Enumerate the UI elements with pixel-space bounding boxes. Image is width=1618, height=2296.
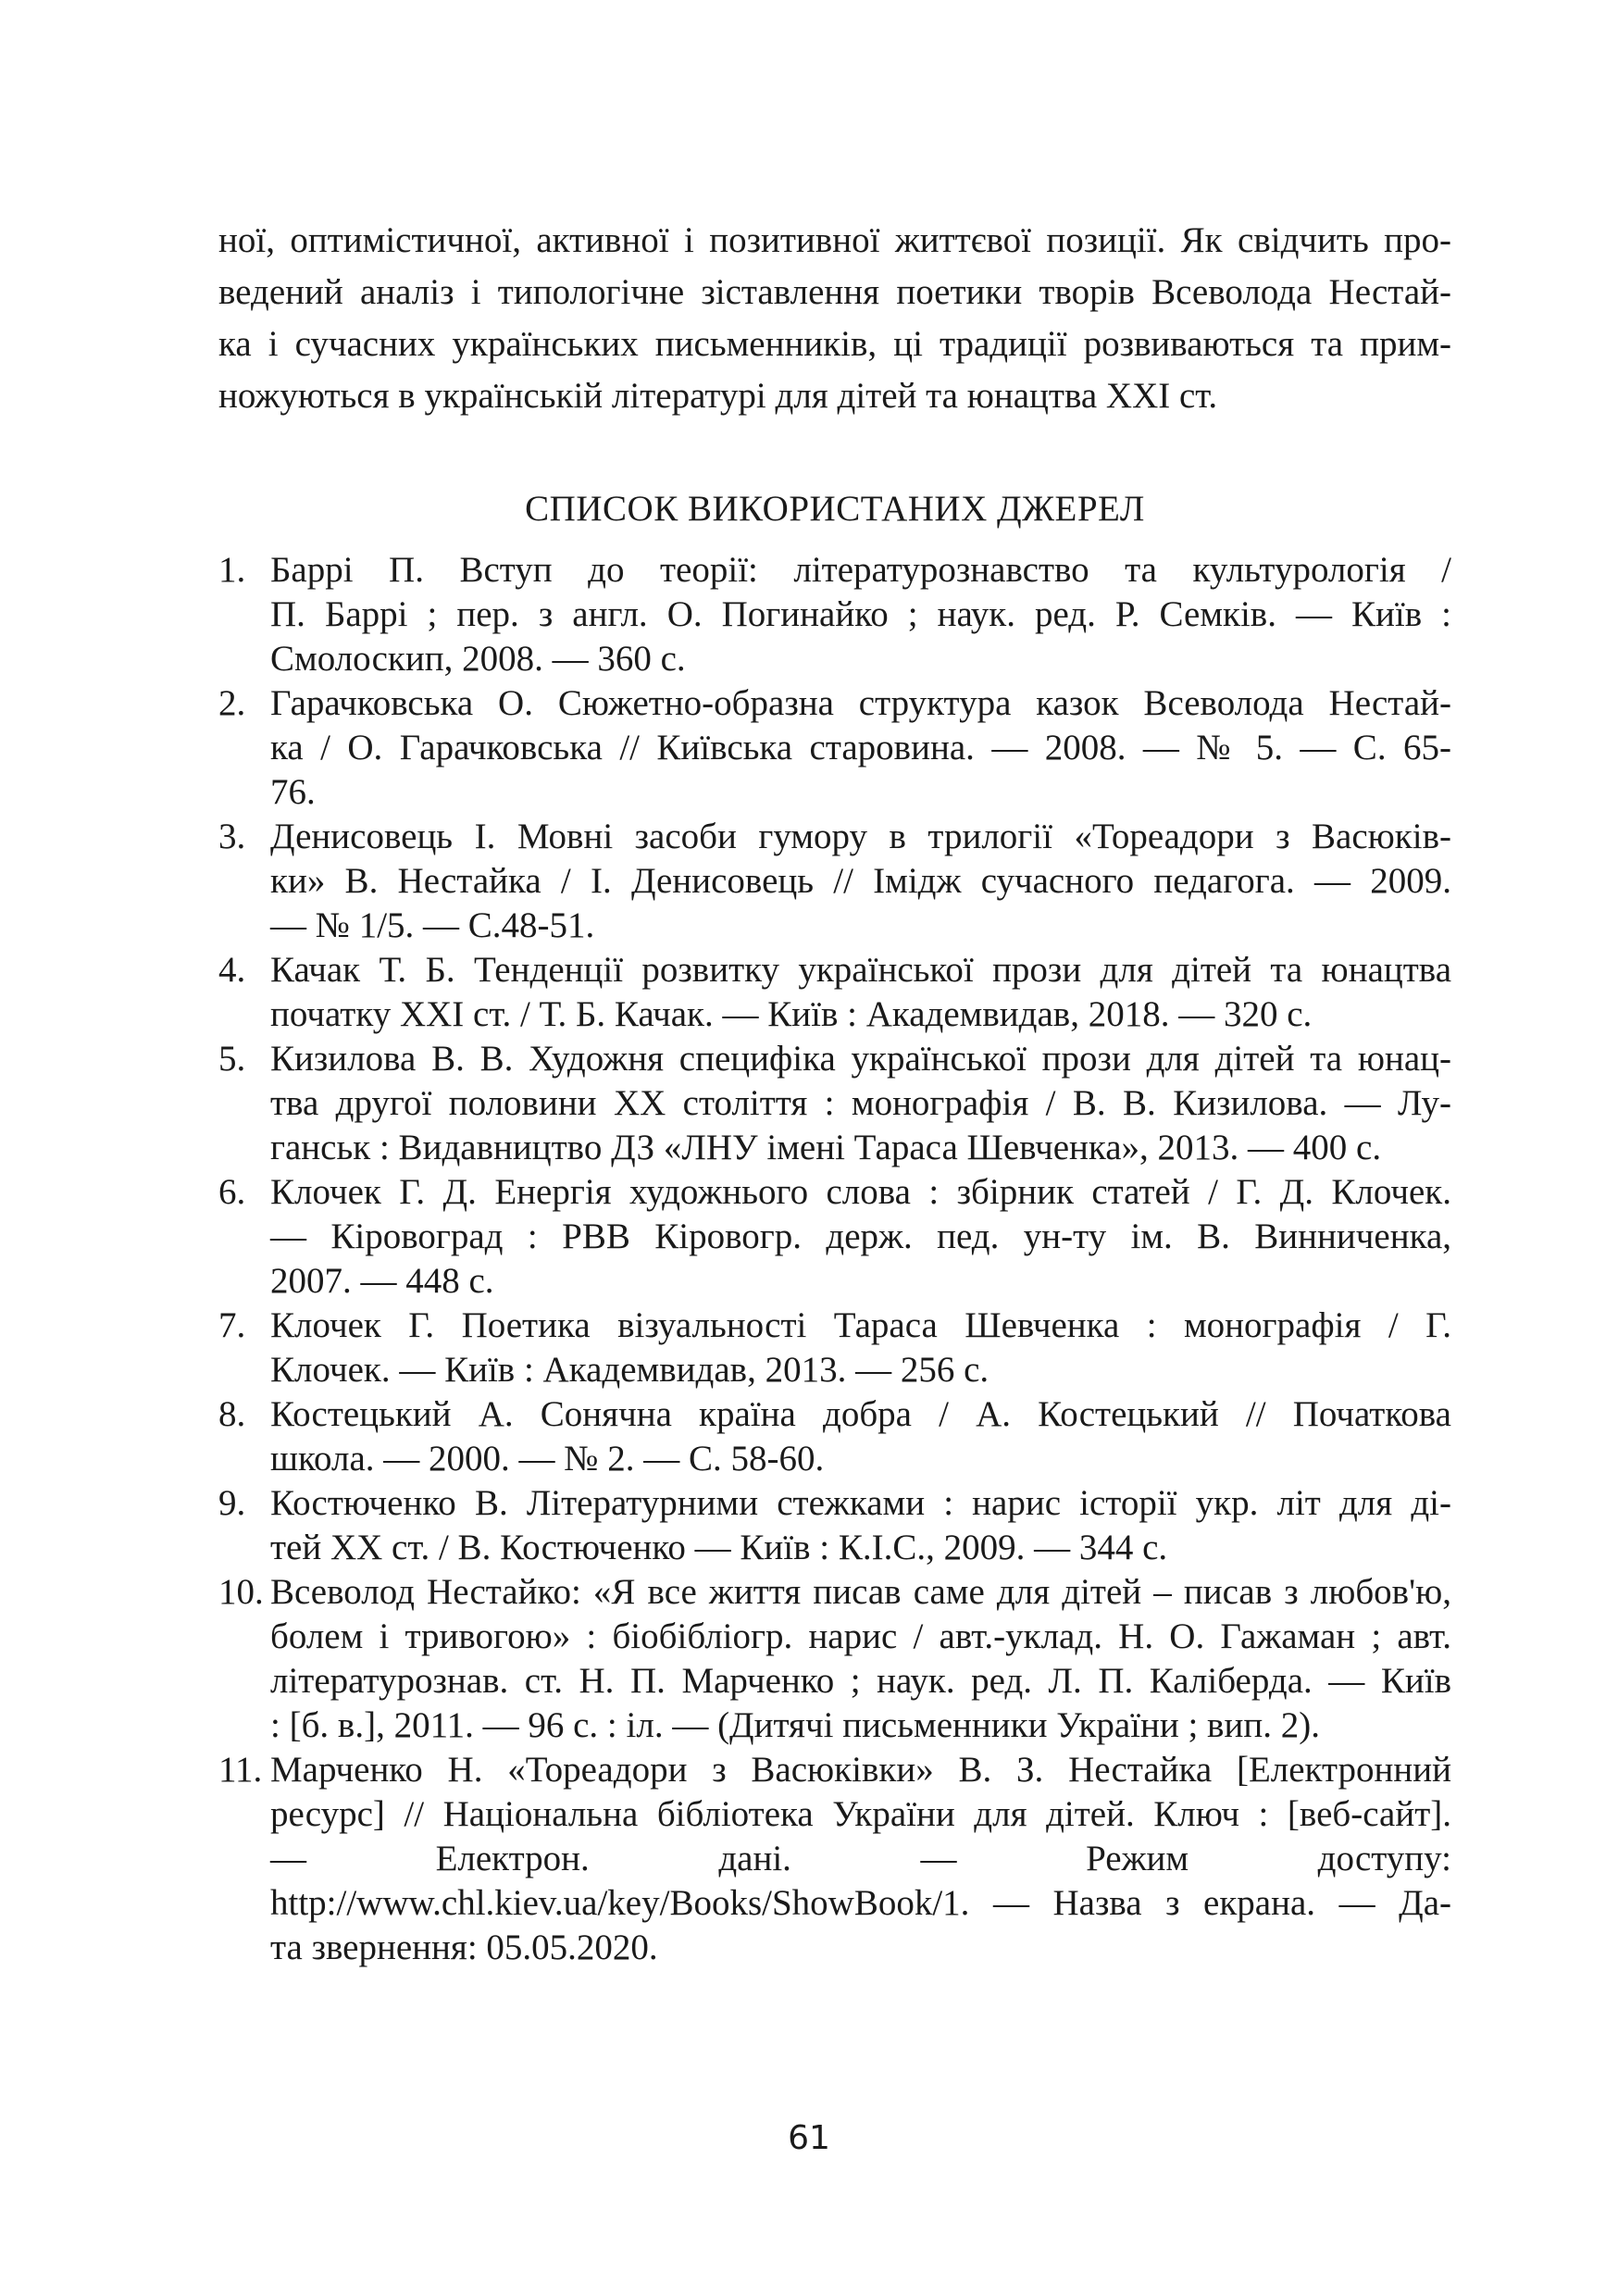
reference-item — [218, 1037, 1451, 1170]
reference-line: та звернення: 05.05.2020. — [270, 1928, 658, 1967]
reference-item — [218, 1481, 1451, 1570]
reference-line: — Кіровоград : РВВ Кіровогр. держ. пед. ун-ту ім. В. Винниченка, — [270, 1217, 1451, 1256]
reference-line: — Електрон. дані. — Режим доступу: — [270, 1839, 1451, 1878]
reference-line: — № 1/5. — С.48-51. — [270, 905, 595, 945]
reference-item — [218, 1304, 1451, 1392]
reference-number: 5. — [218, 1039, 246, 1079]
paragraph-line: ножуються в українській літературі для дітей та юнацтва XXI ст. — [218, 376, 1218, 416]
reference-number: 2. — [218, 683, 246, 723]
reference-line: Всеволод Нестайко: «Я все життя писав саме для дітей – писав з любов'ю, — [270, 1572, 1451, 1612]
reference-number: 7. — [218, 1305, 246, 1345]
reference-item — [218, 1748, 1451, 1970]
reference-line: Клочек Г. Д. Енергія художнього слова : збірник статей / Г. Д. Клочек. — [270, 1172, 1451, 1212]
reference-item — [218, 1570, 1451, 1748]
reference-number: 10. — [218, 1572, 264, 1612]
reference-number: 4. — [218, 950, 246, 990]
reference-line: : [б. в.], 2011. — 96 с. : іл. — (Дитячі письменники України ; вип. 2). — [270, 1705, 1320, 1745]
reference-line: Клочек Г. Поетика візуальності Тараса Шевченка : монографія / Г. — [270, 1305, 1451, 1345]
reference-line: Костецький А. Сонячна країна добра / А. Костецький // Початкова — [270, 1394, 1451, 1434]
reference-item — [218, 548, 1451, 681]
reference-number: 9. — [218, 1483, 246, 1523]
reference-line: ресурс] // Національна бібліотека України для дітей. Ключ : [веб-сайт]. — [270, 1794, 1451, 1834]
reference-item — [218, 948, 1451, 1037]
reference-line: ки» В. Нестайка / І. Денисовець // Імідж сучасного педагога. — 2009. — [270, 861, 1451, 901]
reference-number: 1. — [218, 550, 246, 590]
reference-line: Качак Т. Б. Тенденції розвитку української прози для дітей та юнацтва — [270, 950, 1451, 990]
paragraph-line: ної, оптимістичної, активної і позитивної життєвої позиції. Як свідчить про- — [218, 220, 1451, 260]
reference-line: ганськ : Видавництво ДЗ «ЛНУ імені Тараса Шевченка», 2013. — 400 с. — [270, 1128, 1382, 1167]
reference-line: 76. — [270, 772, 316, 812]
reference-number: 6. — [218, 1172, 246, 1212]
reference-item — [218, 815, 1451, 948]
reference-line: болем і тривогою» : біобібліогр. нарис / авт.-уклад. Н. О. Гажаман ; авт. — [270, 1616, 1451, 1656]
references-title: СПИСОК ВИКОРИСТАНИХ ДЖЕРЕЛ — [525, 489, 1145, 529]
reference-line: Кизилова В. В. Художня специфіка української прози для дітей та юнац- — [270, 1039, 1451, 1079]
reference-item — [218, 681, 1451, 815]
reference-line: ка / О. Гарачковська // Київська старовина. — 2008. — № 5. — С. 65- — [270, 728, 1451, 767]
paragraph-line: ка і сучасних українських письменників, ці традиції розвиваються та прим- — [218, 324, 1451, 364]
reference-line: школа. — 2000. — № 2. — С. 58-60. — [270, 1439, 825, 1479]
reference-line: тей XX ст. / В. Костюченко — Київ : К.І.С., 2009. — 344 с. — [270, 1528, 1168, 1567]
reference-line: літературознав. ст. Н. П. Марченко ; наук. ред. Л. П. Каліберда. — Київ — [270, 1661, 1451, 1701]
reference-number: 11. — [218, 1750, 263, 1790]
reference-number: 3. — [218, 817, 246, 856]
reference-number: 8. — [218, 1394, 246, 1434]
references-list — [218, 548, 1451, 1970]
reference-line: Смолоскип, 2008. — 360 с. — [270, 639, 686, 679]
page-number: 61 — [788, 2119, 830, 2157]
reference-line: Денисовець І. Мовні засоби гумору в трилогії «Тореадори з Васюків- — [270, 817, 1451, 856]
reference-line: П. Баррі ; пер. з англ. О. Погинайко ; наук. ред. Р. Семків. — Київ : — [270, 594, 1451, 634]
reference-line: Клочек. — Київ : Академвидав, 2013. — 256 с. — [270, 1350, 989, 1390]
reference-line: тва другої половини XX століття : монографія / В. В. Кизилова. — Лу- — [270, 1083, 1451, 1123]
reference-item — [218, 1170, 1451, 1304]
reference-line: Гарачковська О. Сюжетно-образна структура казок Всеволода Нестай- — [270, 683, 1451, 723]
reference-line: http://www.chl.kiev.ua/key/Books/ShowBook/1. — Назва з екрана. — Да- — [270, 1883, 1451, 1923]
reference-line: Костюченко В. Літературними стежками : нарис історії укр. літ для ді- — [270, 1483, 1451, 1523]
reference-line: 2007. — 448 с. — [270, 1261, 494, 1301]
reference-item — [218, 1392, 1451, 1481]
reference-line: початку XXI ст. / Т. Б. Качак. — Київ : Академвидав, 2018. — 320 с. — [270, 994, 1313, 1034]
reference-line: Марченко Н. «Тореадори з Васюківки» В. З. Нестайка [Електронний — [270, 1750, 1451, 1790]
body-paragraph — [218, 215, 1451, 422]
reference-line: Баррі П. Вступ до теорії: літературознавство та культурологія / — [270, 550, 1451, 590]
paragraph-line: ведений аналіз і типологічне зіставлення поетики творів Всеволода Нестай- — [218, 272, 1451, 312]
